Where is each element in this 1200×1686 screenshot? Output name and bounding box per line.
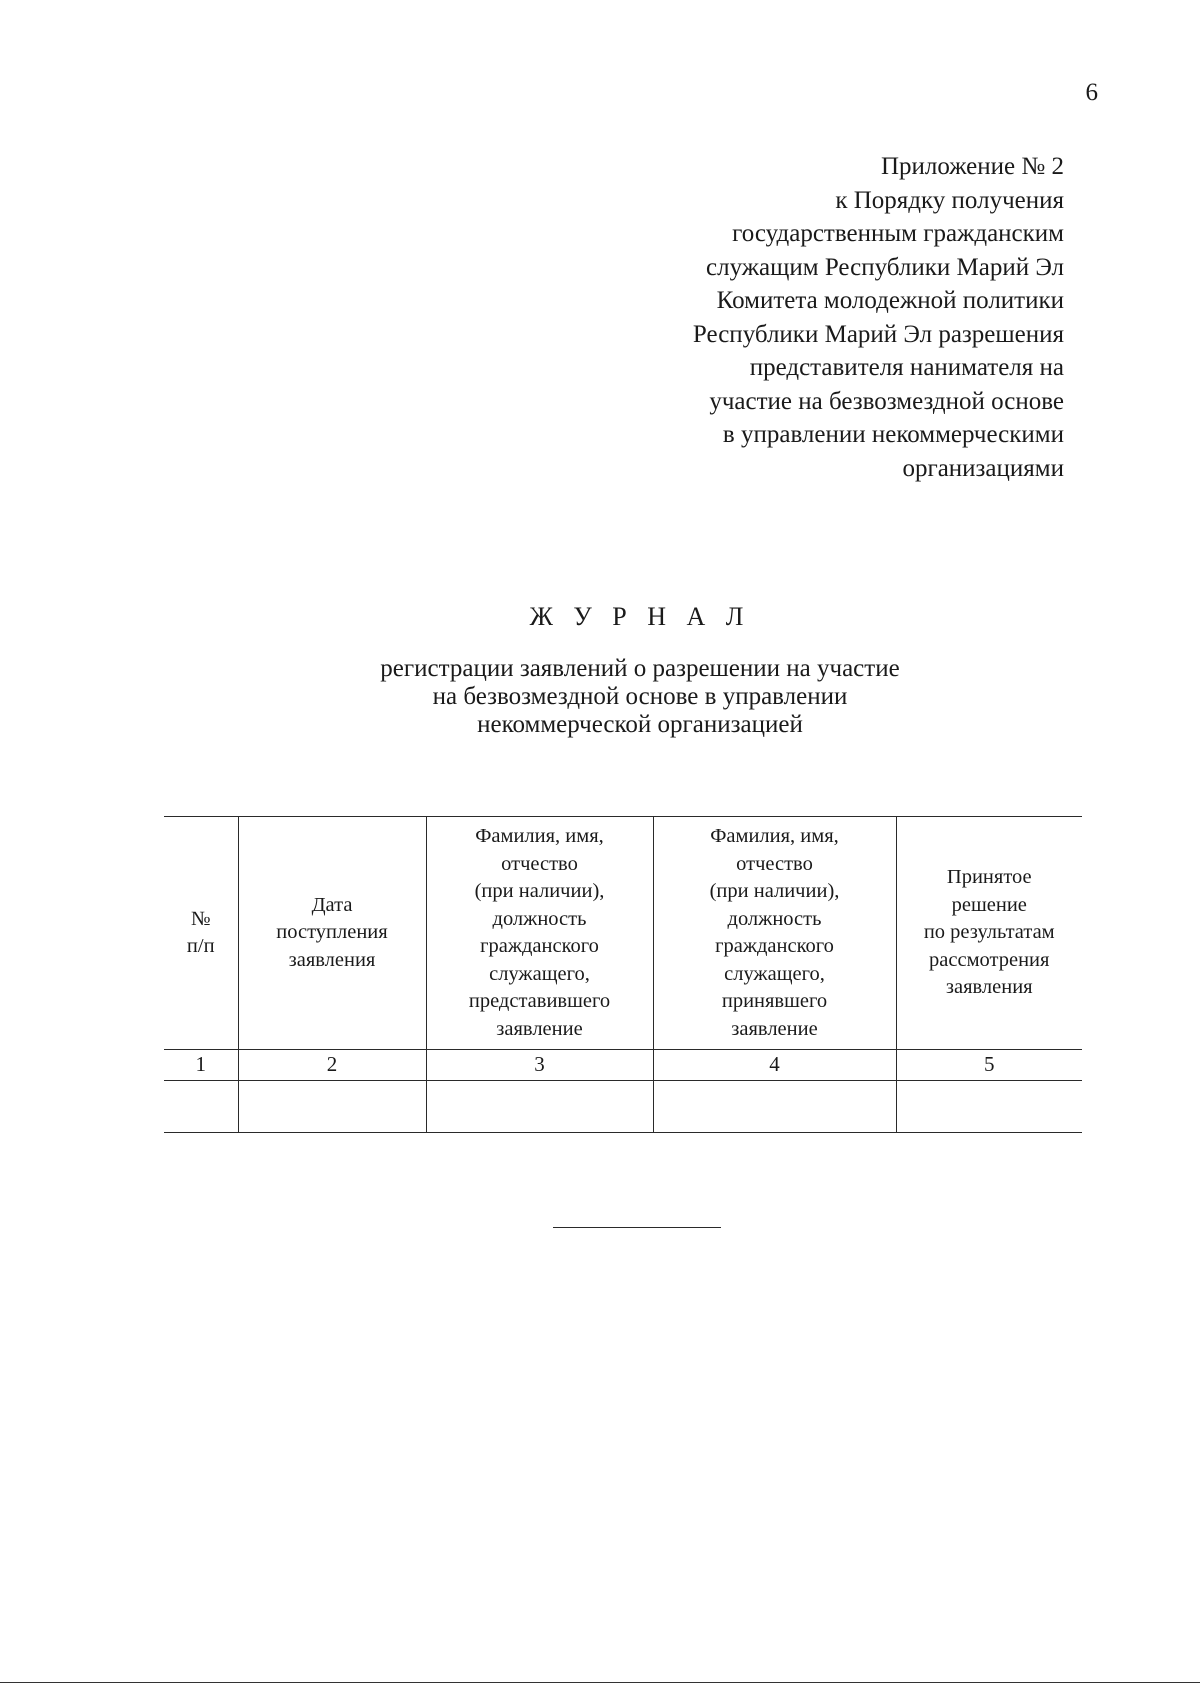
closing-divider (553, 1227, 721, 1228)
header-line: по результатам (923, 921, 1055, 944)
page-bottom-rule (0, 1682, 1200, 1683)
table-cell (653, 1081, 896, 1133)
annex-header (604, 150, 1064, 485)
header-number (164, 817, 238, 1050)
annex-line: Республики Марий Эл разрешения (692, 320, 1064, 348)
annex-line: Комитета молодежной политики (716, 287, 1064, 314)
header-line: Фамилия, имя, (475, 825, 604, 847)
header-line: должность (492, 907, 587, 930)
annex-line: представителя нанимателя на (749, 354, 1064, 381)
header-line: заявления (288, 948, 376, 971)
header-decision (896, 817, 1082, 1050)
subtitle-line: на безвозмездной основе в управлении (432, 683, 848, 710)
table-cell (896, 1081, 1082, 1133)
column-number: 4 (653, 1050, 896, 1081)
header-line: должность (727, 907, 822, 930)
header-line: служащего, (489, 962, 590, 985)
table-header-row (164, 817, 1082, 1050)
column-number: 5 (896, 1050, 1082, 1081)
journal-subtitle (0, 655, 1200, 739)
header-line: п/п (186, 935, 215, 957)
header-line: представившего (468, 990, 611, 1012)
annex-line: к Порядку получения (835, 186, 1064, 214)
page-number: 6 (1085, 79, 1098, 106)
header-line: гражданского (480, 935, 599, 957)
column-number: 2 (238, 1050, 426, 1081)
header-line: № (190, 907, 211, 930)
table-cell (238, 1081, 426, 1133)
column-number: 3 (426, 1050, 653, 1081)
header-line: поступления (276, 921, 388, 944)
header-receiver (653, 817, 896, 1050)
annex-line: Приложение № 2 (880, 153, 1064, 180)
table-row (164, 1081, 1082, 1133)
header-line: служащего, (724, 962, 825, 985)
header-line: отчество (501, 852, 578, 875)
annex-line: участие на безвозмездной основе (709, 387, 1064, 415)
header-line: принявшего (721, 990, 828, 1012)
header-line: заявления (945, 976, 1033, 999)
registry-table (164, 816, 1082, 1133)
journal-title: Ж У Р Н А Л (529, 602, 751, 631)
header-line: (при наличии), (709, 880, 840, 902)
header-line: заявление (731, 1017, 818, 1040)
header-line: (при наличии), (474, 880, 605, 902)
subtitle-line: регистрации заявлений о разрешении на участие (380, 655, 900, 682)
table-cell (426, 1081, 653, 1133)
header-line: рассмотрения (929, 948, 1050, 971)
header-submitter (426, 817, 653, 1050)
header-line: Принятое (946, 866, 1032, 889)
table-cell (164, 1081, 238, 1133)
subtitle-line: некоммерческой организацией (477, 711, 803, 738)
header-line: Дата (311, 893, 353, 916)
header-line: заявление (496, 1017, 583, 1040)
header-line: Фамилия, имя, (710, 825, 839, 847)
annex-line: организациями (902, 454, 1064, 482)
header-line: гражданского (715, 935, 834, 957)
header-date (238, 817, 426, 1050)
annex-line: служащим Республики Марий Эл (706, 253, 1064, 281)
header-line: решение (951, 893, 1027, 916)
column-number: 1 (164, 1050, 238, 1081)
annex-line: в управлении некоммерческими (722, 421, 1064, 448)
column-number-row (164, 1050, 1082, 1081)
header-line: отчество (736, 852, 813, 875)
annex-line: государственным гражданским (732, 220, 1064, 247)
